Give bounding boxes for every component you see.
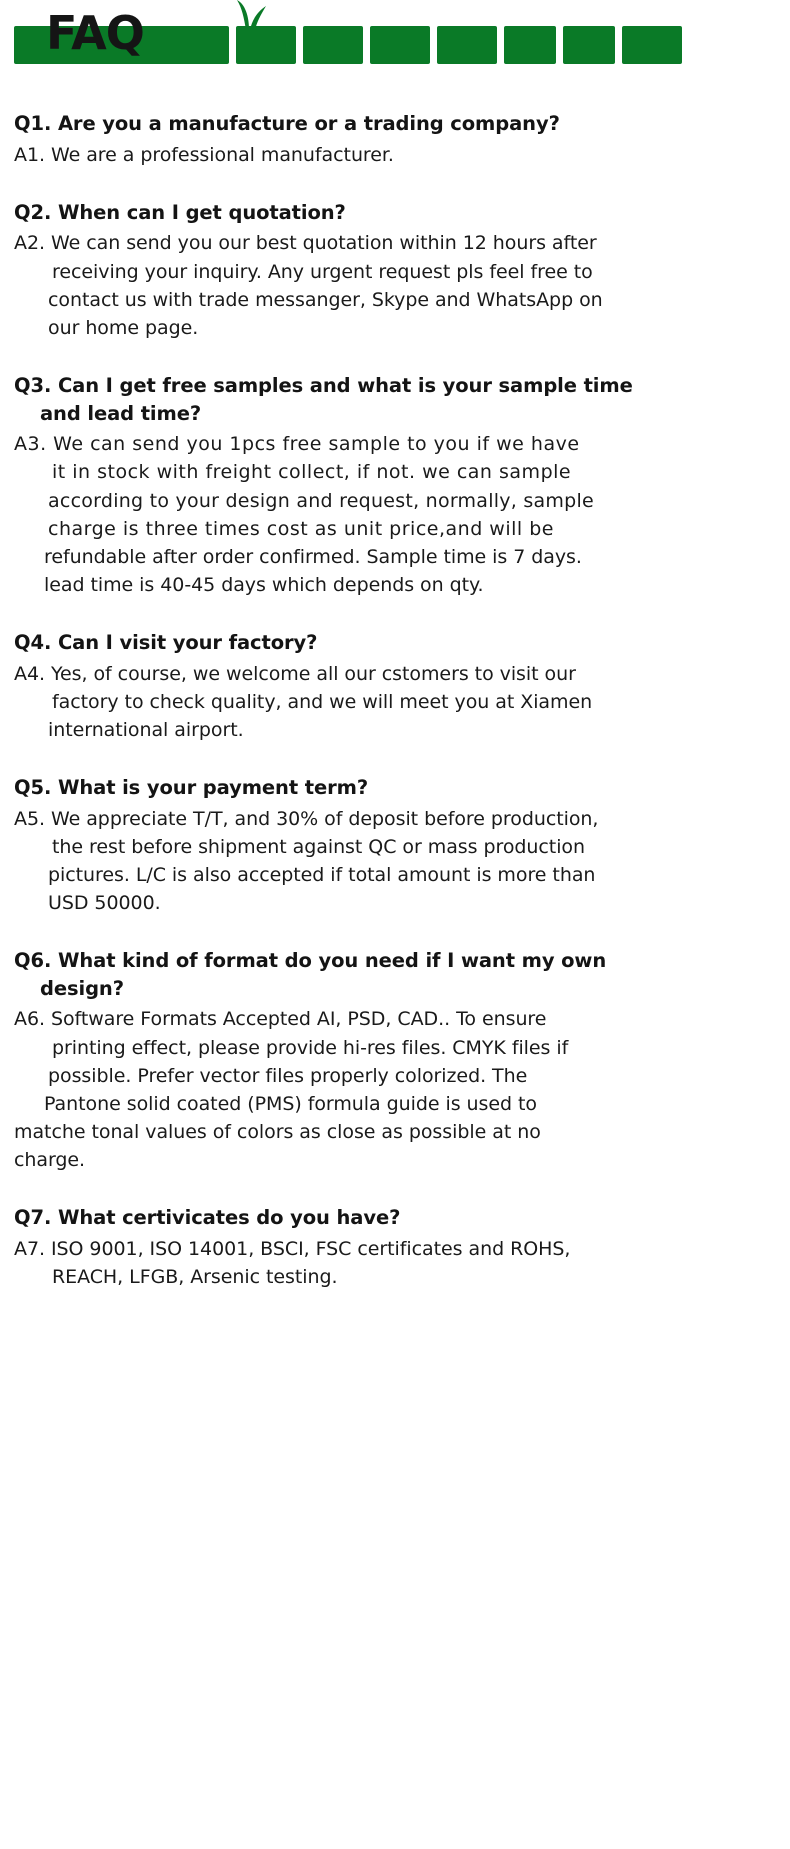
faq-answer-line: A4. Yes, of course, we welcome all our cstomers to visit our bbox=[14, 662, 576, 685]
faq-question-line: Q3. Can I get free samples and what is your sample time bbox=[14, 373, 633, 397]
faq-answer-line: A6. Software Formats Accepted AI, PSD, CAD.. To ensure bbox=[14, 1008, 547, 1031]
faq-question bbox=[14, 199, 776, 227]
faq-item bbox=[14, 1204, 776, 1291]
faq-answer-line: A7. ISO 9001, ISO 14001, BSCI, FSC certificates and ROHS, bbox=[14, 1237, 571, 1260]
faq-answer-line: receiving your inquiry. Any urgent request pls feel free to bbox=[52, 260, 593, 283]
faq-answer-line: refundable after order confirmed. Sample time is 7 days. bbox=[44, 545, 582, 568]
faq-answer bbox=[14, 141, 776, 169]
faq-answer bbox=[14, 1005, 776, 1174]
faq-answer-line: A1. We are a professional manufacturer. bbox=[14, 143, 394, 166]
faq-answer-line: according to your design and request, normally, sample bbox=[48, 489, 594, 512]
bamboo-segment bbox=[303, 26, 363, 64]
bamboo-leaf-icon bbox=[226, 0, 272, 32]
faq-question-line: Q7. What certivicates do you have? bbox=[14, 1206, 401, 1230]
faq-question bbox=[14, 774, 776, 802]
bamboo-segment bbox=[622, 26, 682, 64]
faq-answer-line: factory to check quality, and we will meet you at Xiamen bbox=[52, 690, 593, 713]
faq-answer-line: matche tonal values of colors as close as possible at no bbox=[14, 1120, 541, 1143]
faq-answer-line: printing effect, please provide hi-res files. CMYK files if bbox=[52, 1036, 569, 1059]
faq-question-line: and lead time? bbox=[40, 401, 202, 425]
faq-item bbox=[14, 199, 776, 342]
faq-answer-line: REACH, LFGB, Arsenic testing. bbox=[52, 1265, 338, 1288]
faq-answer-line: A3. We can send you 1pcs free sample to you if we have bbox=[14, 433, 580, 456]
faq-question bbox=[14, 372, 776, 427]
page-title: FAQ bbox=[46, 6, 144, 60]
faq-answer-line: international airport. bbox=[48, 718, 244, 741]
faq-answer bbox=[14, 805, 776, 917]
faq-answer-line: lead time is 40-45 days which depends on qty. bbox=[44, 573, 484, 596]
faq-answer bbox=[14, 660, 776, 744]
faq-answer-line: A2. We can send you our best quotation within 12 hours after bbox=[14, 232, 597, 255]
faq-page bbox=[0, 8, 790, 1849]
faq-item bbox=[14, 774, 776, 917]
faq-answer bbox=[14, 430, 776, 599]
bamboo-segment bbox=[437, 26, 497, 64]
faq-item bbox=[14, 947, 776, 1174]
faq-answer bbox=[14, 229, 776, 341]
faq-answer-line: pictures. L/C is also accepted if total amount is more than bbox=[48, 863, 596, 886]
faq-header-banner bbox=[8, 8, 782, 74]
faq-item bbox=[14, 629, 776, 744]
bamboo-segment bbox=[563, 26, 615, 64]
faq-answer-line: the rest before shipment against QC or mass production bbox=[52, 835, 585, 858]
faq-question bbox=[14, 629, 776, 657]
faq-answer bbox=[14, 1235, 776, 1291]
faq-answer-line: A5. We appreciate T/T, and 30% of deposit before production, bbox=[14, 807, 599, 830]
faq-answer-line: possible. Prefer vector files properly colorized. The bbox=[48, 1064, 528, 1087]
faq-question-line: Q4. Can I visit your factory? bbox=[14, 630, 318, 654]
faq-question-line: Q2. When can I get quotation? bbox=[14, 200, 346, 224]
bamboo-segment bbox=[504, 26, 556, 64]
faq-answer-line: contact us with trade messanger, Skype and WhatsApp on bbox=[48, 288, 603, 311]
bamboo-segment bbox=[370, 26, 430, 64]
faq-question-line: Q1. Are you a manufacture or a trading company? bbox=[14, 112, 560, 135]
faq-question bbox=[14, 1204, 776, 1232]
faq-list bbox=[8, 110, 782, 1291]
faq-answer-line: USD 50000. bbox=[48, 891, 161, 914]
faq-answer-line: Pantone solid coated (PMS) formula guide is used to bbox=[44, 1092, 537, 1115]
faq-item bbox=[14, 110, 776, 169]
faq-answer-line: it in stock with freight collect, if not. we can sample bbox=[52, 461, 572, 484]
faq-item bbox=[14, 372, 776, 599]
faq-question bbox=[14, 947, 776, 1002]
faq-answer-line: our home page. bbox=[48, 316, 199, 339]
faq-answer-line: charge. bbox=[14, 1149, 86, 1172]
faq-question-line: Q6. What kind of format do you need if I want my own bbox=[14, 949, 607, 973]
faq-question-line: Q5. What is your payment term? bbox=[14, 775, 369, 799]
faq-answer-line: charge is three times cost as unit price,and will be bbox=[48, 517, 554, 540]
faq-question bbox=[14, 110, 776, 138]
faq-question-line: design? bbox=[40, 976, 124, 1000]
